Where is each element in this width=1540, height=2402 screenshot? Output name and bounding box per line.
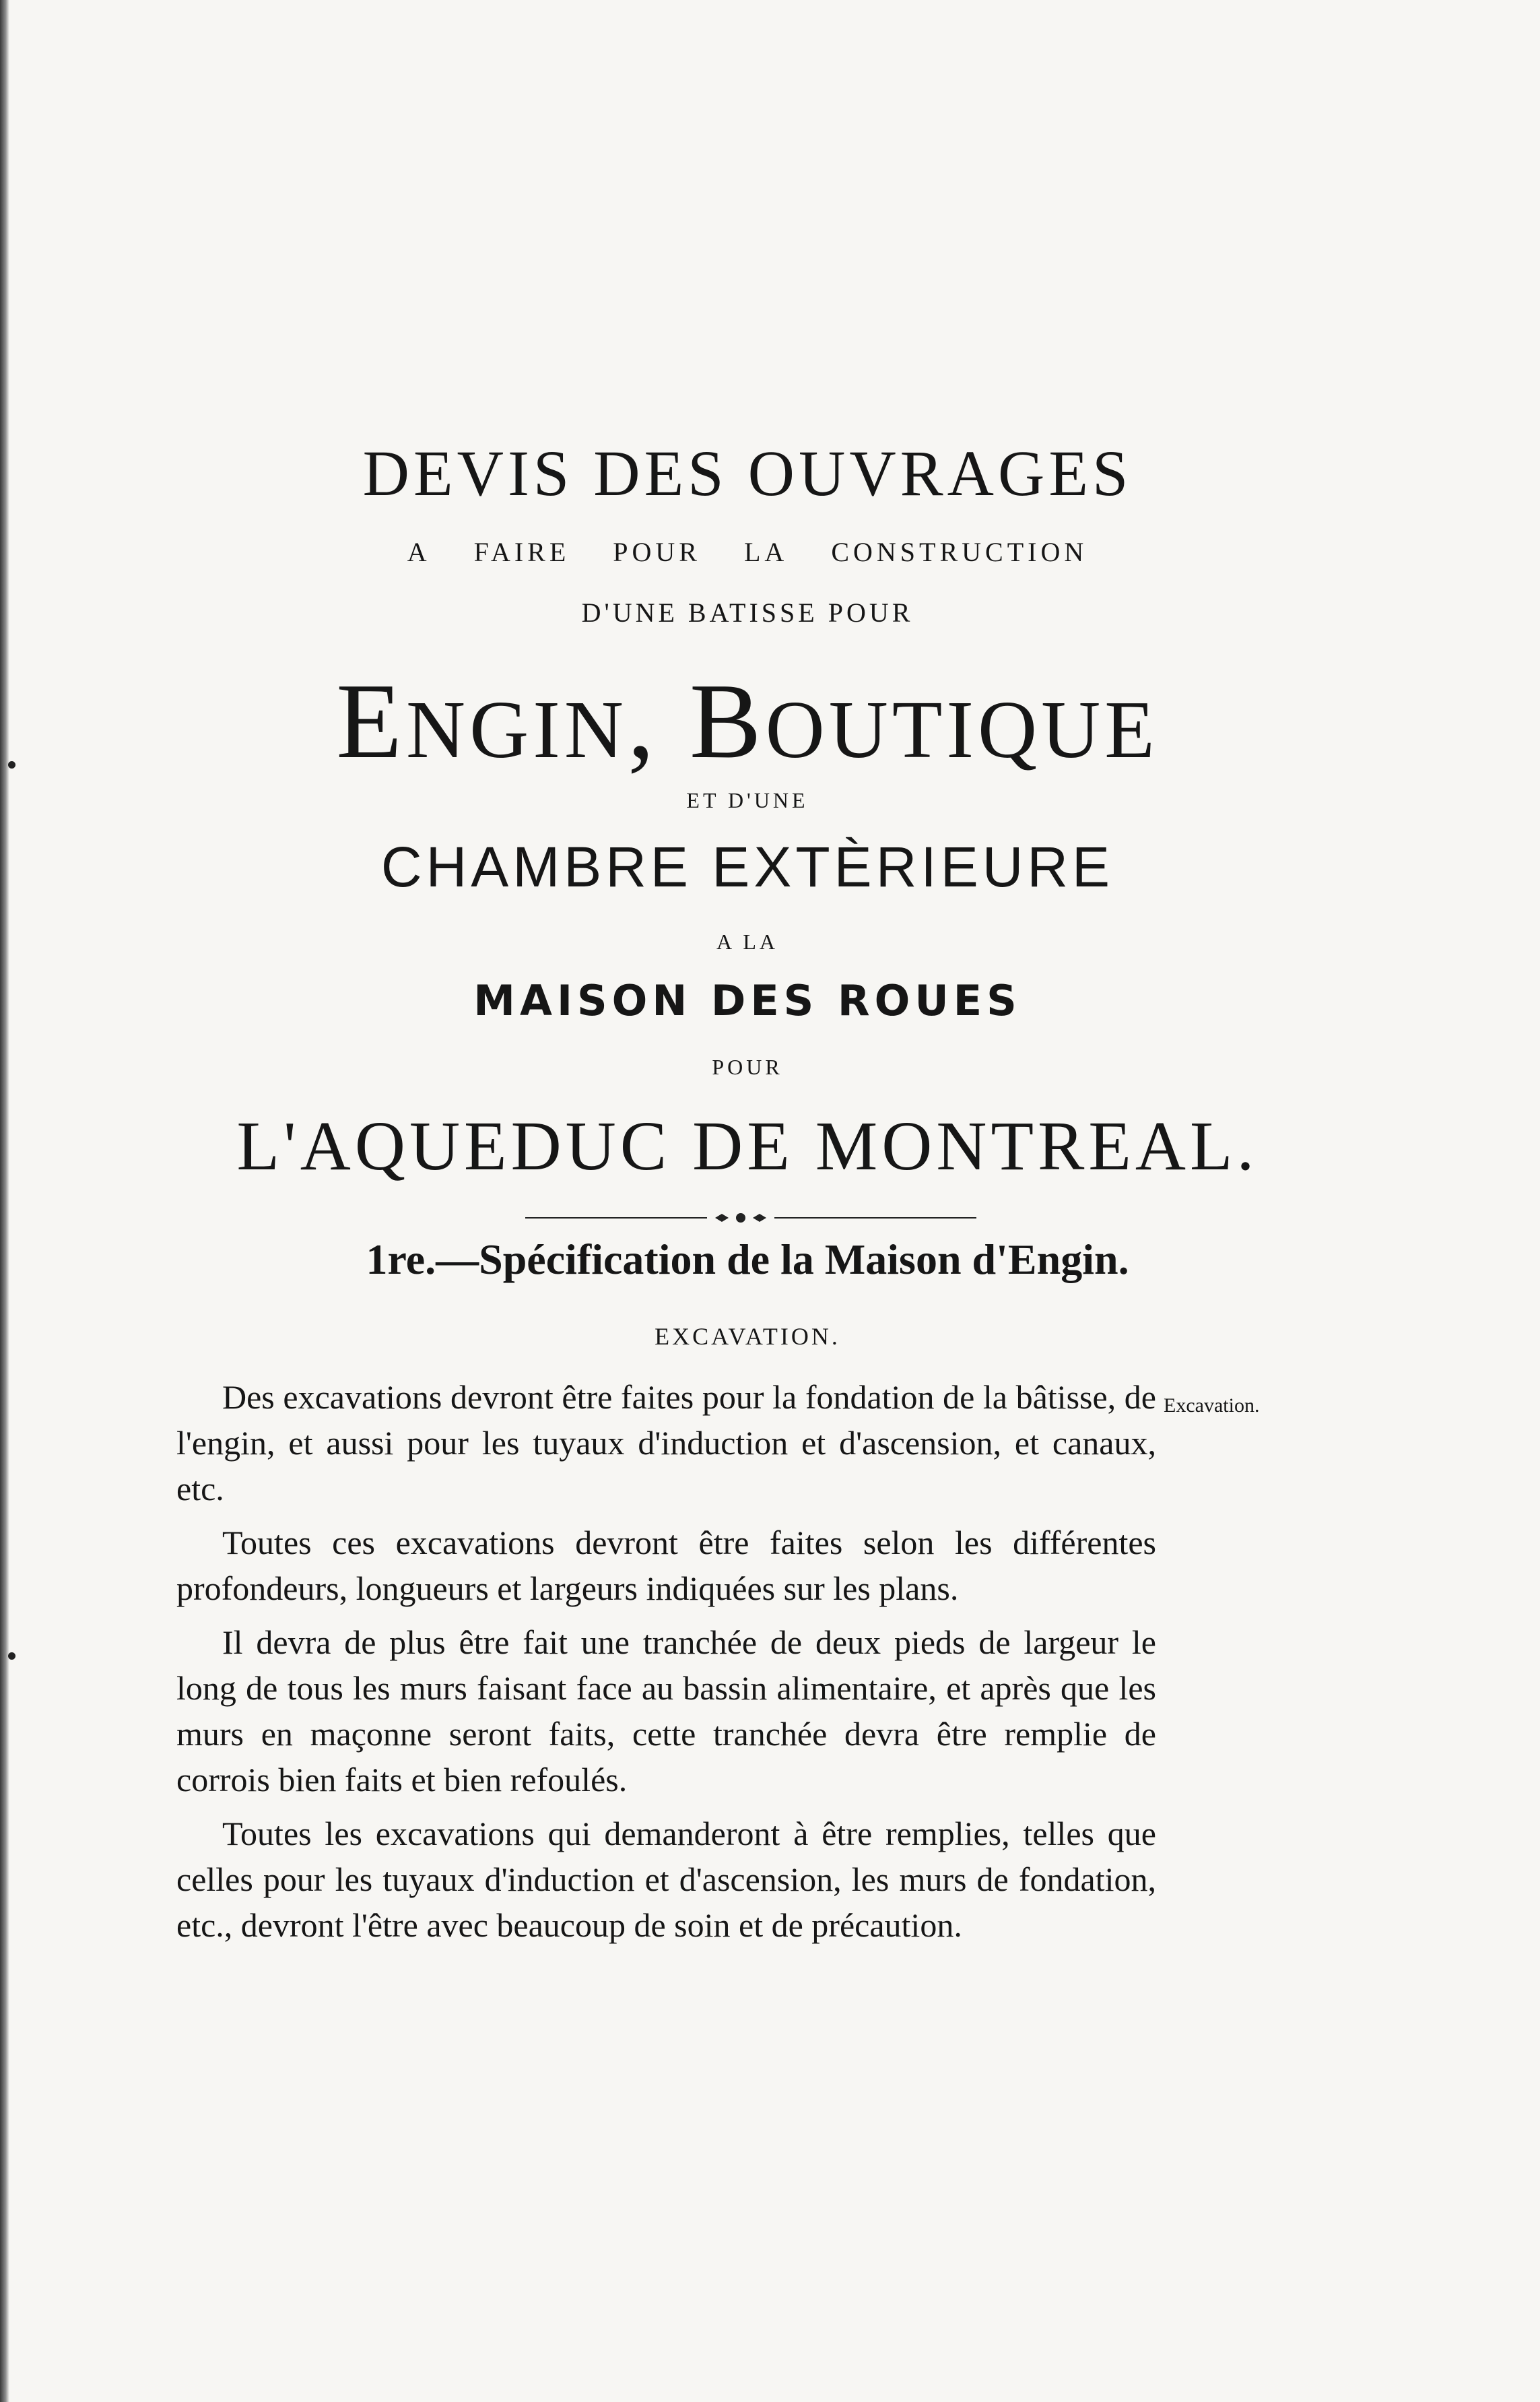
title-line-1: DEVIS DES OUVRAGES [362,437,1133,509]
title-line-2-word: FAIRE [473,537,570,567]
title-line-3: D'UNE BATISSE POUR [581,597,914,628]
title-line-4-cap: E [336,661,406,781]
title-line-4-small: NGIN [405,684,628,775]
title-line-10: L'AQUEDUC DE MONTREAL. [236,1107,1259,1185]
paragraph: Toutes ces excavations devront être faites selon les différentes profondeurs, longueurs et largeurs indiquées sur les plans. [176,1524,1156,1607]
ornament-divider [525,1211,976,1225]
title-line-8: MAISON DES ROUES [473,976,1022,1025]
margin-note: Excavation. [1164,1394,1260,1417]
title-line-6: CHAMBRE EXTÈRIEURE [380,835,1114,899]
section-heading: 1re.—Spécification de la Maison d'Engin. [366,1235,1129,1283]
title-line-2-word: A [407,537,431,567]
title-line-4-cap: B [689,661,766,781]
title-line-7: A LA [716,930,778,954]
title-line-5: ET D'UNE [686,788,809,812]
title-line-4-sep: , [627,661,690,781]
body-text [176,1374,1156,1956]
title-line-4-small: OUTIQUE [765,684,1159,775]
title-line-2-word: CONSTRUCTION [831,537,1088,567]
title-line-2-word: LA [743,537,789,567]
section-subheading: EXCAVATION. [655,1323,840,1350]
paragraph: Toutes les excavations qui demanderont à être remplies, telles que celles pour les tuyaux d'induction et d'ascension, les murs de fondation, etc., devront l'être avec beaucoup de soin et de précaution. [176,1815,1156,1944]
title-line-2 [135,539,1360,566]
title-line-4 [135,661,1360,781]
paragraph: Il devra de plus être fait une tranchée de deux pieds de largeur le long de tous les murs faisant face au bassin alimentaire, et après que les murs en maçonne seront faits, cette tranchée devra être remplie de corrois bien faits et bien refoulés. [176,1623,1156,1798]
paragraph: Des excavations devront être faites pour la fondation de la bâtisse, de l'engin, et aussi pour les tuyaux d'induction et d'ascension, et canaux, etc. [176,1378,1156,1507]
title-line-2-word: POUR [613,537,701,567]
title-line-9: POUR [712,1055,783,1079]
